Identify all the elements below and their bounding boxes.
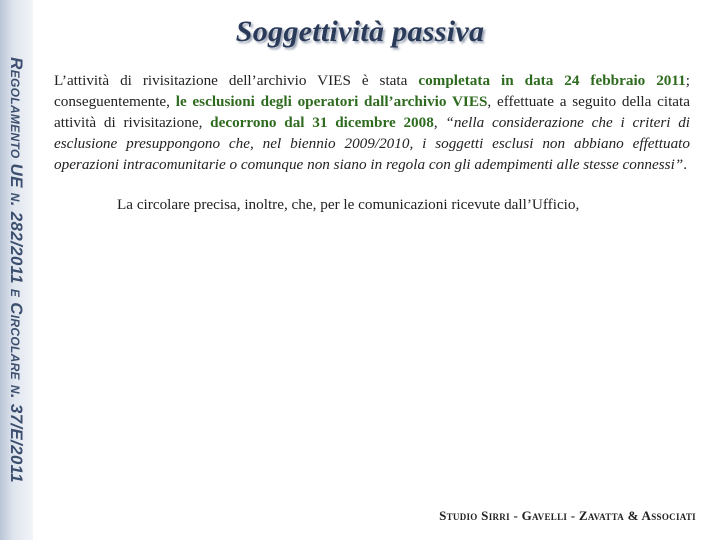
p1-text-1: L’attività di rivisitazione dell’archivio VIES è stata — [54, 72, 419, 89]
sidebar-vertical-title: Regolamento UE n. 282/2011 e Circolare n. 37/E/2011 — [7, 57, 26, 483]
p1-text-2: ; conseguentemente, — [54, 72, 690, 110]
p1-highlight-exclusions: le esclusioni degli operatori dall’archivio VIES — [175, 93, 488, 110]
p1-highlight-date: completata in data 24 febbraio 2011 — [418, 72, 686, 89]
paragraph-1 — [54, 70, 690, 175]
p1-highlight-effective-date: decorrono dal 31 dicembre 2008 — [210, 114, 434, 131]
p1-text-3: , effettuate a seguito della citata attività di rivisitazione, — [54, 93, 690, 131]
p1-text-5: . — [683, 156, 688, 173]
slide-body — [54, 70, 690, 215]
paragraph-2: La circolare precisa, inoltre, che, per le comunicazioni ricevute dall’Ufficio, — [117, 196, 580, 213]
sidebar-band — [0, 0, 33, 540]
slide-title: Soggettività passiva — [235, 15, 485, 48]
p1-quote: “nella considerazione che i criteri di esclusione presuppongono che, nel biennio 2009/2010, i soggetti esclusi non abbiano effettuato operazioni intracomunitarie o comunque non siano in regola con gli adempimenti alle stesse connessi” — [54, 114, 691, 173]
footer-firm-name: Studio Sirri - Gavelli - Zavatta & Associati — [439, 508, 696, 523]
p1-text-4: , — [433, 114, 446, 131]
